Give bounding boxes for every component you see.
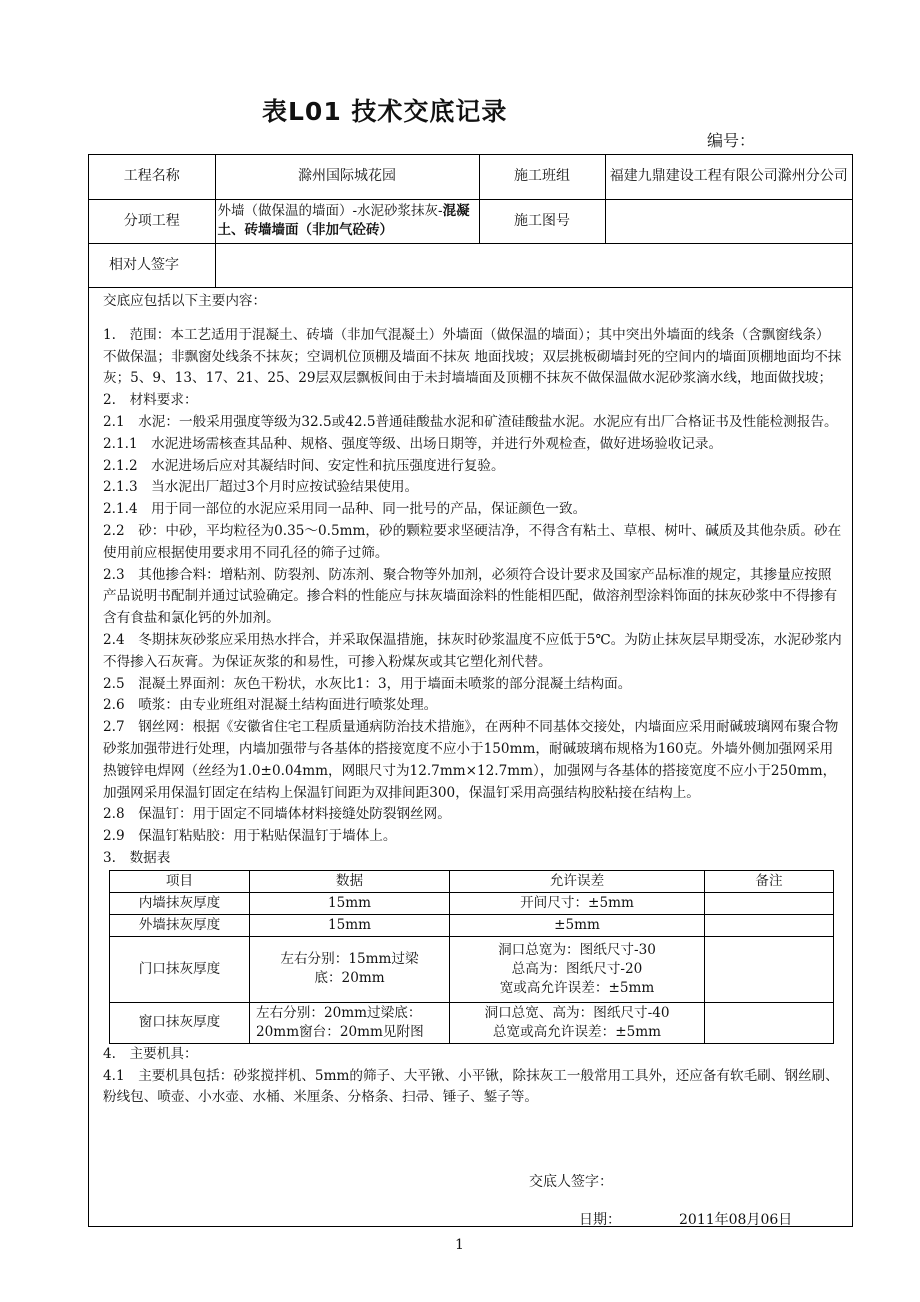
row-data: 15mm xyxy=(250,892,450,914)
section-1-scope: 1. 范围：本工艺适用于混凝土、砖墙（非加气混凝土）外墙面（做保温的墙面）；其中突出外墙面的线条（含飘窗线条）不做保温；非飘窗处线条不抹灰；空调机位顶棚及墙面不抹灰 地面找坡；双层挑板砌墙封死的空间内的墙面顶棚地面均不抹灰；5、9、13、17、21、25、29层双层飘板间由于未封墙墙面及顶棚不抹灰不做保温做水泥砂浆滴水线，地面做找坡； xyxy=(103,326,842,387)
project-name-value: 滁州国际城花园 xyxy=(215,155,479,199)
tolerance-line: 总高为：图纸尺寸-20 xyxy=(511,960,643,977)
content-body xyxy=(103,291,843,1109)
page-title: 表L01 技术交底记录 xyxy=(262,97,508,126)
intro-text: 交底应包括以下主要内容： xyxy=(103,293,267,309)
section-2-8: 2.8 保温钉：用于固定不同墙体材料接缝处防裂钢丝网。 xyxy=(103,806,451,823)
row-item: 外墙抹灰厚度 xyxy=(110,914,250,936)
section-2-3: 2.3 其他掺合料：增粘剂、防裂剂、防冻剂、聚合物等外加剂，必须符合设计要求及国家产品标准的规定，其掺量应按照产品说明书配制并通过试验确定。掺合料的性能应与抹灰墙面涂料的性能相匹配，做溶剂型涂料饰面的抹灰砂浆中不得掺有含有食盐和氯化钙的外加剂。 xyxy=(103,566,838,627)
row-tolerance: 开间尺寸：±5mm xyxy=(450,892,705,914)
subitem-value-part1: 外墙（做保温的墙面）-水泥砂浆抹灰- xyxy=(217,203,443,219)
section-2-1-4: 2.1.4 用于同一部位的水泥应采用同一品种、同一批号的产品，保证颜色一致。 xyxy=(103,501,587,518)
row-item: 内墙抹灰厚度 xyxy=(110,892,250,914)
project-name-label: 工程名称 xyxy=(89,155,215,199)
page-number: 1 xyxy=(455,1237,464,1253)
counterpart-signature-label: 相对人签字 xyxy=(89,243,215,287)
section-2-heading: 2. 材料要求： xyxy=(103,392,198,409)
table-row xyxy=(110,914,834,936)
row-tolerance xyxy=(450,1002,705,1043)
row-item: 门口抹灰厚度 xyxy=(110,936,250,1002)
row-note xyxy=(705,1002,834,1043)
col-header-note: 备注 xyxy=(705,870,834,892)
drawing-number-value xyxy=(605,199,852,243)
section-2-1-1: 2.1.1 水泥进场需核查其品种、规格、强度等级、出场日期等，并进行外观检查，做好进场验收记录。 xyxy=(103,435,723,452)
row-tolerance xyxy=(450,936,705,1002)
serial-number-label: 编号： xyxy=(707,131,756,150)
tolerance-line: 洞口总宽为：图纸尺寸-30 xyxy=(498,941,656,958)
col-header-item: 项目 xyxy=(110,870,250,892)
subitem-label: 分项工程 xyxy=(89,199,215,243)
briefer-signature-label: 交底人签字： xyxy=(529,1174,613,1190)
section-2-1-2: 2.1.2 水泥进场后应对其凝结时间、安定性和抗压强度进行复验。 xyxy=(103,457,505,474)
table-row xyxy=(110,1002,834,1043)
date-value: 2011年08月06日 xyxy=(679,1212,793,1228)
row-item: 窗口抹灰厚度 xyxy=(110,1002,250,1043)
col-header-data: 数据 xyxy=(250,870,450,892)
section-2-6: 2.6 喷浆：由专业班组对混凝土结构面进行喷浆处理。 xyxy=(103,697,438,714)
section-2-7: 2.7 钢丝网：根据《安徽省住宅工程质量通病防治技术措施》，在两种不同基体交接处，内墙面应采用耐碱玻璃网布聚合物砂浆加强带进行处理，内墙加强带与各基体的搭接宽度不应小于150mm，耐碱玻璃布规格为160克。外墙外侧加强网采用热镀锌电焊网（丝经为1.0±0.04mm，网眼尺寸为12.7mm×12.7mm），加强网与各基体的搭接宽度不应小于250mm，加强网采用保温钉固定在结构上保温钉间距为双排间距300，保温钉采用高强结构胶粘接在结构上。 xyxy=(103,719,839,801)
row-note xyxy=(705,892,834,914)
row-note xyxy=(705,914,834,936)
table-row xyxy=(110,892,834,914)
section-2-1-3: 2.1.3 当水泥出厂超过3个月时应按试验结果使用。 xyxy=(103,479,419,496)
row-data: 左右分别：15mm过梁底：20mm xyxy=(250,936,450,1002)
row-data: 左右分别：20mm过梁底：20mm窗台：20mm见附图 xyxy=(250,1002,450,1043)
section-2-1: 2.1 水泥：一般采用强度等级为32.5或42.5普通硅酸盐水泥和矿渣硅酸盐水泥。水泥应有出厂合格证书及性能检测报告。 xyxy=(103,413,838,430)
date-label: 日期： xyxy=(579,1212,621,1228)
row-note xyxy=(705,936,834,1002)
tolerance-line: 总宽或高允许误差：±5mm xyxy=(492,1023,662,1040)
drawing-number-label: 施工图号 xyxy=(479,199,605,243)
team-value: 福建九鼎建设工程有限公司滁州分公司 xyxy=(605,155,852,199)
section-4-heading: 4. 主要机具： xyxy=(103,1045,198,1062)
record-form xyxy=(88,154,853,1227)
tolerance-line: 洞口总宽、高为：图纸尺寸-40 xyxy=(484,1004,670,1021)
team-label: 施工班组 xyxy=(479,155,605,199)
subitem-value xyxy=(215,199,479,243)
section-2-9: 2.9 保温钉粘贴胶：用于粘贴保温钉于墙体上。 xyxy=(103,828,397,845)
row-data: 15mm xyxy=(250,914,450,936)
section-2-2: 2.2 砂：中砂，平均粒径为0.35～0.5mm，砂的颗粒要求坚硬洁净，不得含有粘土、草根、树叶、碱质及其他杂质。砂在使用前应根据使用要求用不同孔径的筛子过筛。 xyxy=(103,522,842,561)
data-table xyxy=(109,870,834,1044)
col-header-tolerance: 允许误差 xyxy=(450,870,705,892)
section-2-5: 2.5 混凝土界面剂：灰色干粉状，水灰比1：3，用于墙面未喷浆的部分混凝土结构面。 xyxy=(103,675,632,692)
counterpart-signature-value xyxy=(215,243,852,287)
row-tolerance: ±5mm xyxy=(450,914,705,936)
section-4-1: 4.1 主要机具包括：砂浆搅拌机、5mm的筛子、大平锹、小平锹，除抹灰工一般常用工具外，还应备有软毛刷、钢丝刷、粉线包、喷壶、小水壶、水桶、米厘条、分格条、扫帚、锤子、錾子等。 xyxy=(103,1067,839,1106)
tolerance-line: 宽或高允许误差：±5mm xyxy=(499,979,655,996)
section-2-4: 2.4 冬期抹灰砂浆应采用热水拌合，并采取保温措施，抹灰时砂浆温度不应低于5℃。为防止抹灰层早期受冻，水泥砂浆内不得掺入石灰膏。为保证灰浆的和易性，可掺入粉煤灰或其它塑化剂代替。 xyxy=(103,631,842,670)
section-3-heading: 3. 数据表 xyxy=(103,849,171,866)
header-table xyxy=(89,155,852,288)
subitem-value-part2: 混凝土、砖墙墙面（非加气砼砖） xyxy=(217,203,470,238)
table-row xyxy=(110,936,834,1002)
